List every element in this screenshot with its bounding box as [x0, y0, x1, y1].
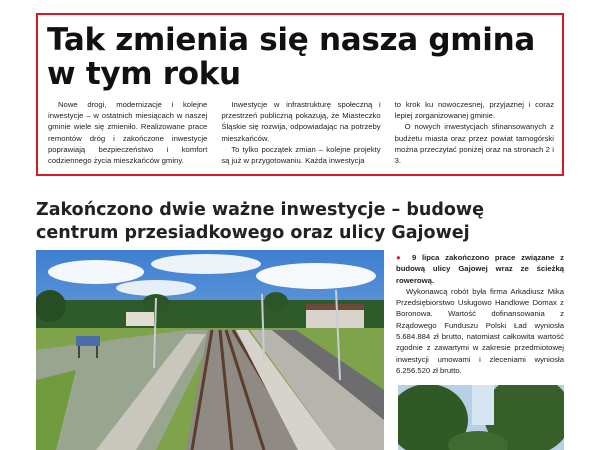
red-bullet-icon: ●: [396, 253, 405, 262]
article-side-text: [396, 252, 564, 376]
lead-box: [36, 13, 564, 176]
trees-photo: [398, 385, 564, 450]
lead-paragraph: Inwestycje w infrastrukturę społeczną i przestrzeń publiczną pokazują, że Miasteczko Śląskie się rozwija, odpowiadając na potrzeby mieszkańców.: [221, 100, 381, 143]
side-body-paragraph: Wykonawcą robót była firma Arkadiusz Mika Przedsiębiorstwo Usługowo Handlowe Domax z Boronowa. Wartość dofinansowania z Rządowego Funduszu Polski Ład wyniosła 5.684.884 zł brutto, natomiast całkowita wartość zgodnie z zawartymi w zakresie przedmiotowej inwestycji umowami i zleceniami wyniosła 6.256.520 zł brutto.: [396, 286, 564, 375]
lead-paragraph: to krok ku nowoczesnej, przyjaznej i coraz lepiej zorganizowanej gminie.: [394, 100, 554, 121]
lead-paragraph: Nowe drogi, modernizacje i kolejne inwestycje – w ostatnich miesiącach w naszej gminie wiele się zmieniło. Realizowane prace remontów dróg i zakończone inwestycje poprawiają bezpieczeństwo i komfort codziennego życia mieszkańców gminy.: [48, 100, 208, 166]
lead-paragraph: O nowych inwestycjach sfinansowanych z budżetu miasta oraz przez powiat tarnogórski można przeczytać poniżej oraz na stronach 2 i 3.: [394, 122, 554, 166]
railway-photo: [36, 250, 384, 450]
lead-paragraph: To tylko początek zmian – kolejne projekty są już w przygotowaniu. Każda inwestycja: [221, 144, 381, 166]
side-lead-paragraph: [396, 252, 564, 286]
lead-columns: [48, 99, 554, 166]
article-title: Zakończono dwie ważne inwestycje – budowę centrum przesiadkowego oraz ulicy Gajowej: [36, 200, 484, 243]
lead-title: [47, 23, 553, 91]
lead-column-2: [221, 99, 380, 166]
lead-column-1: [48, 99, 207, 166]
lead-title-line1: Tak zmienia się nasza gmina: [47, 22, 535, 58]
side-lead-text: 9 lipca zakończono prace związane z budową ulicy Gajowej wraz ze ścieżką rowerową.: [396, 253, 564, 285]
lead-title-line2: w tym roku: [47, 56, 241, 92]
lead-column-3: [395, 99, 554, 166]
